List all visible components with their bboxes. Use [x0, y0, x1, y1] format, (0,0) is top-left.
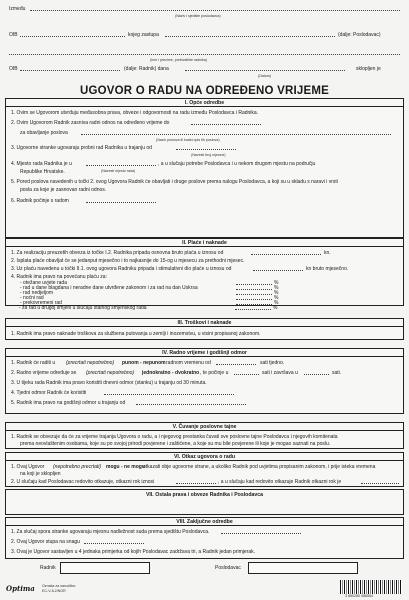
- pct-label: %: [274, 300, 279, 306]
- end-hour-field[interactable]: [304, 374, 329, 375]
- term-p2-b: , a u slučaju kad redovito otkazuje Radnik otkazni rok je: [218, 479, 342, 485]
- time-p2-d: sati i završava u: [262, 370, 298, 376]
- section-other-rights-heading: VII. Ostala prava i obveze Radnika i Poslodavca: [145, 492, 264, 498]
- kojeg-zastupa-label: kojeg zastupa: [128, 32, 159, 38]
- bonus-unit: kn bruto mjesečno.: [306, 266, 349, 272]
- end-date-field[interactable]: [191, 124, 261, 125]
- time-p2-hint: (precrtati nepotrebno): [86, 370, 135, 376]
- time-p5: 5. Radnik ima pravo na godišnji odmor u trajanju od: [11, 400, 126, 406]
- pct-label: %: [274, 285, 279, 291]
- salary-p4: 4. Radnik ima pravo na povećanu plaću za:: [11, 274, 107, 280]
- effective-date-field[interactable]: [84, 543, 144, 544]
- section-costs-heading: III. Troškovi i naknade: [177, 320, 232, 326]
- section-working-time-heading: IV. Radno vrijeme i godišnji odmor: [162, 350, 247, 356]
- pct-field[interactable]: [236, 304, 272, 305]
- costs-p1: 1. Radnik ima pravo naknade troškova za službena putovanja u zemlji i inozemstvu, u visini propisanoj zakonom.: [11, 331, 261, 337]
- time-p1-hint: (precrtati nepotrebno): [66, 360, 115, 366]
- shift-choice[interactable]: jednokratno - dvokratno: [142, 370, 200, 376]
- pct-field[interactable]: [235, 309, 271, 310]
- increase-item: - za rad u drugoj smjeni u slučaju stalnog smjenskog rada: [19, 305, 147, 311]
- section-general-heading: I. Opće odredbe: [184, 100, 225, 106]
- poslodavac-name-line[interactable]: [30, 10, 400, 11]
- zastupnik-field[interactable]: [165, 36, 335, 37]
- section-costs: [5, 318, 404, 340]
- sklopljen-label: sklopljen je: [356, 66, 381, 72]
- section-other-rights: [5, 489, 404, 515]
- pct-label: %: [273, 305, 278, 311]
- section-final-heading: VIII. Zaključne odredbe: [176, 519, 233, 525]
- pct-label: %: [274, 295, 279, 301]
- barcode: [340, 580, 402, 594]
- izmedu-label: Između: [9, 6, 26, 12]
- employer-notice-field[interactable]: [176, 483, 216, 484]
- section-termination: [5, 452, 404, 487]
- section-secrecy: [5, 422, 404, 449]
- oib1-label: OIB: [9, 32, 18, 38]
- annual-leave-field[interactable]: [136, 404, 246, 405]
- document-title: UGOVOR O RADU NA ODREĐENO VRIJEME: [80, 85, 329, 97]
- time-p4: 4. Tjedni odmor Radnik će koristiti: [11, 390, 87, 396]
- time-p2-e: sati.: [332, 370, 342, 376]
- salary-p3: 3. Uz plaću navedenu u točki II.1. ovog ugovora Radniku pripada i stimulativni dio plaće u iznosu od: [11, 266, 232, 272]
- naziv-caption: (Naziv i sjedište poslodavca): [175, 14, 221, 18]
- section-general: [5, 98, 404, 238]
- oib2-field[interactable]: [20, 70, 120, 71]
- radnik-signature-box[interactable]: [60, 562, 150, 574]
- general-p4c: Republike Hrvatske.: [20, 169, 65, 175]
- final-p1: 1. Za slučaj spora stranke ugovaraju mjesnu nadležnost suda prema sjedištu Poslodavca.: [11, 529, 210, 535]
- general-p6: 6. Radnik počinje s radom: [11, 198, 69, 204]
- oib2-label: OIB: [9, 66, 18, 72]
- increase-item: - rad nedjeljom: [20, 290, 54, 296]
- time-p2-c: , te počinje u: [200, 370, 229, 376]
- datum-caption: (Datum): [258, 74, 271, 78]
- court-field[interactable]: [221, 533, 301, 534]
- work-place-caption: (Navesti mjesto rada): [101, 169, 136, 173]
- ime-caption: (Ime i prezime, prebivalište radnika): [150, 58, 207, 62]
- order-code: EC-V-8-2/NOR: [42, 589, 66, 593]
- secrecy-p1: 1. Radnik se obvezuje da će za vrijeme trajanja Ugovora o radu, a i njegovog prestanka čuvati sve poslovne tajne Poslodavca i njegovih komitenata: [11, 434, 338, 440]
- increase-item: - prekovremeni rad: [20, 300, 62, 306]
- general-p1: 1. Ovim se Ugovorom utvrđuju međusobna prava, obveze i odgovornosti na radu između Poslodavca i Radnika.: [11, 110, 259, 116]
- pct-field[interactable]: [236, 284, 272, 285]
- section-final: [5, 517, 404, 559]
- poslodavac-signature-label: Poslodavac: [215, 565, 241, 571]
- general-p4b: , a u slučaju potrebe Poslodavca i u nekom drugom mjestu na području: [158, 161, 316, 167]
- term-p1-c: otkazati obje ugovorne strane, a ukoliko Radnik pod uvjetima propisanim zakonom, i prije isteka vremena: [143, 464, 376, 470]
- section-working-time: [5, 348, 404, 414]
- section-salary: [5, 238, 404, 306]
- section-salary-heading: II. Plaće i naknade: [182, 240, 227, 246]
- weekly-hours-field[interactable]: [216, 364, 256, 365]
- general-p2b: za obavljanje poslova: [20, 130, 68, 136]
- probation-caption: (Navesti broj mjeseci): [191, 153, 226, 157]
- final-p2: 2. Ovaj Ugovor stupa na snagu: [11, 539, 80, 545]
- probation-field[interactable]: [176, 149, 236, 150]
- kn-label: kn.: [324, 250, 331, 256]
- increase-item: - otežane uvjete rada: [20, 280, 67, 286]
- term-p1-hint: (nepotrebno precrtati): [53, 464, 102, 470]
- secrecy-p1b: prema neovlaštenim osobama, koje su po svojoj prirodi povjerene i zaštićene, a koje su mu bile povjerene ili koje je mogao saznati na poslu.: [20, 441, 331, 447]
- pct-label: %: [274, 280, 279, 286]
- dalje-radnik-label: (dalje: Radnik) dana: [124, 66, 169, 72]
- time-p1-c: radnom vremenu od: [166, 360, 211, 366]
- section-termination-heading: VI. Otkaz ugovora o radu: [173, 454, 236, 460]
- base-salary-field[interactable]: [251, 254, 321, 255]
- general-p3: 3. Ugovorne stranke ugovaraju probni rad Radnika u trajanju od: [11, 145, 152, 151]
- salary-p2: 2. Isplata plaće obavljat će se jedanput mjesečno i to najkasnije do 15-og u mjesecu za prethodni mjesec.: [11, 258, 245, 264]
- increase-item: - noćni rad: [20, 295, 44, 301]
- radnik-signature-label: Radnik: [40, 565, 56, 571]
- full-part-time-choice[interactable]: punom - nepunom: [122, 360, 166, 366]
- general-p4: 4. Mjesto rada Radnika je u: [11, 161, 72, 167]
- radnik-name-line[interactable]: [9, 54, 400, 55]
- term-p1-label: 1. Ovaj Ugovor: [11, 464, 45, 470]
- barcode-number: 3 850280 086554: [345, 594, 373, 598]
- pct-label: %: [274, 290, 279, 296]
- pct-field[interactable]: [236, 289, 272, 290]
- salary-p1: 1. Za realizaciju preuzetih obveza iz točke I.2. Radnika pripada osnovna bruto plaća u iznosu od: [11, 250, 224, 256]
- start-hour-field[interactable]: [234, 374, 259, 375]
- job-caption: (Naziv poslova ili kratki opis tih poslova): [156, 138, 220, 142]
- time-p2-label: 2. Radno vrijeme određuje se: [11, 370, 77, 376]
- time-p1-label: 1. Radnik će raditi u: [11, 360, 56, 366]
- poslodavac-signature-box[interactable]: [248, 562, 358, 574]
- order-code-label: Oznaka za narudžbu:: [42, 584, 77, 588]
- term-p2-a: 2. U slučaju kad Poslodavac redovito otkazuje, otkazni rok iznosi: [11, 479, 155, 485]
- term-p1-d: na koji je sklopljen: [20, 471, 61, 477]
- work-place-field[interactable]: [86, 165, 156, 166]
- bonus-field[interactable]: [253, 270, 303, 271]
- employee-notice-field[interactable]: [361, 483, 399, 484]
- general-p5b: posla za koje je zasnovan radni odnos.: [20, 187, 107, 193]
- general-p5: 5. Pored poslova navedenih u točki 2. ovog Ugovora Radnik će obavljati i druge poslove prema nalogu Poslodavca, a koji su u skladu s naravi i vrsti: [11, 179, 338, 185]
- final-p3: 3. Ovaj je Ugovor sastavljen u 4 jednaka primjerka od kojih Poslodavac zadržava tri, a Radnik jedan primjerak.: [11, 549, 256, 555]
- pct-field[interactable]: [236, 294, 272, 295]
- time-p1-d: sati tjedno.: [260, 360, 285, 366]
- oib1-field[interactable]: [20, 36, 125, 37]
- job-description-field[interactable]: [81, 134, 391, 135]
- section-secrecy-heading: V. Čuvanje poslovne tajne: [172, 424, 237, 430]
- time-p3: 3. U tijeku rada Radnik ima pravo koristiti dnevni odmor (stanku) u trajanju od 30 minuta.: [11, 380, 207, 386]
- increase-item: - rad u dane blagdana i neradne dane utvrđene zakonom i za rad na dan Uskrsa: [20, 285, 198, 291]
- datum-field[interactable]: [185, 70, 345, 71]
- can-terminate-choice[interactable]: mogu - ne mogu: [106, 464, 145, 470]
- pct-field[interactable]: [236, 299, 272, 300]
- optima-logo: Optima: [6, 584, 35, 593]
- weekly-rest-field[interactable]: [104, 394, 234, 395]
- general-p2: 2. Ovim Ugovorom Radnik zasniva radni odnos na određeno vrijeme do: [11, 120, 170, 126]
- poslodavac-label: (dalje: Poslodavac): [338, 32, 381, 38]
- start-date-field[interactable]: [86, 202, 156, 203]
